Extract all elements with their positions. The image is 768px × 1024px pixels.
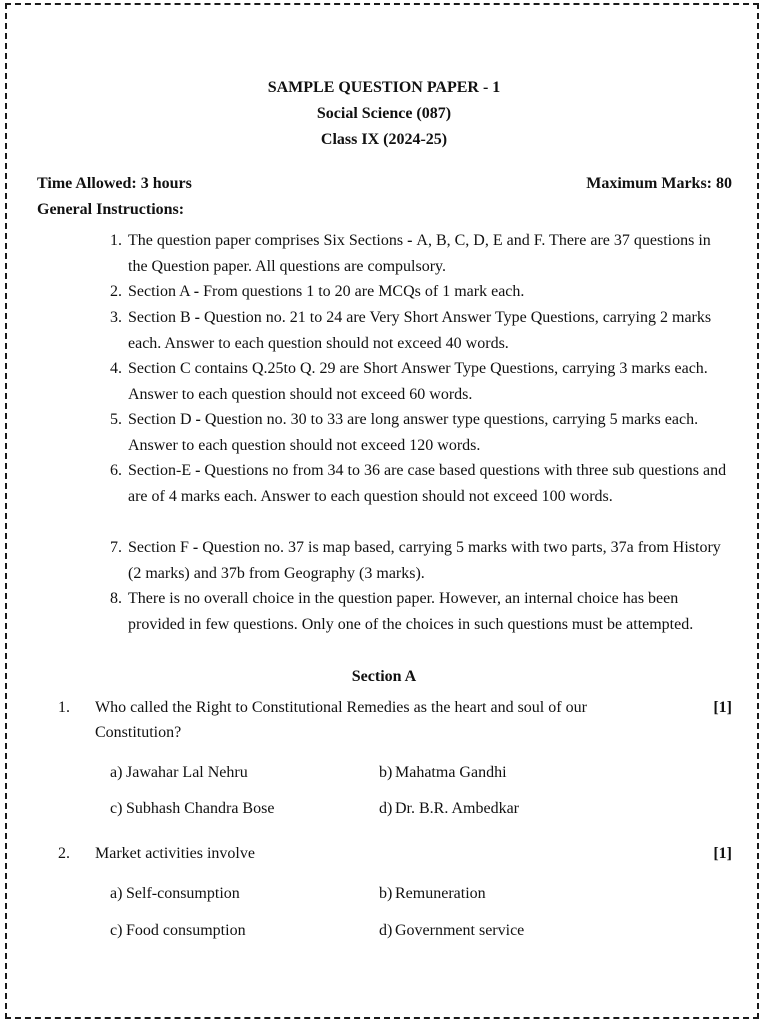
instruction-text: Section B bbox=[128, 309, 195, 326]
option-text: Subhash Chandra Bose bbox=[126, 800, 275, 817]
option-c bbox=[110, 800, 274, 818]
option-text: Remuneration bbox=[395, 885, 486, 902]
instruction-text: From questions 1 to 20 are MCQs of 1 mark each. bbox=[203, 283, 525, 300]
question-number: 2. bbox=[58, 845, 70, 862]
option-a bbox=[110, 764, 248, 782]
option-d bbox=[379, 922, 524, 940]
option-d bbox=[379, 800, 519, 818]
instruction-number: 2. bbox=[110, 283, 122, 300]
question-marks: [1] bbox=[713, 699, 732, 716]
instruction-dash: - bbox=[192, 539, 203, 556]
option-c bbox=[110, 922, 246, 940]
option-text: Jawahar Lal Nehru bbox=[126, 764, 248, 781]
subject-title: Social Science (087) bbox=[316, 105, 452, 122]
option-text: Dr. B.R. Ambedkar bbox=[395, 800, 519, 817]
question-number: 1. bbox=[58, 699, 70, 716]
time-allowed: Time Allowed: 3 hours bbox=[37, 175, 192, 192]
instruction-number: 4. bbox=[110, 360, 122, 377]
option-letter: b) bbox=[379, 885, 393, 902]
instruction-number: 3. bbox=[110, 309, 122, 326]
instruction-text: There is no overall choice in the question paper. However, an internal choice has been provided in few questions. Only one of the choices in such questions must be attempted. bbox=[128, 590, 694, 633]
option-letter: a) bbox=[110, 885, 123, 902]
instruction-text: Section C contains Q.25to Q. 29 are Short Answer Type Questions, carrying 3 marks each. Answer to each question should not exceed 60 words. bbox=[128, 360, 708, 403]
option-letter: a) bbox=[110, 764, 123, 781]
instruction-item bbox=[110, 356, 730, 407]
instruction-number: 7. bbox=[110, 539, 122, 556]
paper-title: SAMPLE QUESTION PAPER - 1 bbox=[267, 79, 501, 96]
instruction-item bbox=[110, 586, 730, 637]
instruction-text: Question no. 30 to 33 are long answer type questions, carrying 5 marks each. Answer to each question should not exceed 120 words. bbox=[128, 411, 699, 454]
instruction-item bbox=[110, 279, 730, 305]
instruction-item bbox=[110, 407, 730, 458]
option-b bbox=[379, 885, 486, 903]
option-text: Food consumption bbox=[126, 922, 246, 939]
instruction-text: The question paper comprises Six Sections bbox=[128, 232, 408, 249]
instruction-item bbox=[110, 228, 730, 279]
instruction-dash: - bbox=[407, 232, 417, 249]
instruction-dash: - bbox=[195, 462, 205, 479]
instruction-number: 8. bbox=[110, 590, 122, 607]
instruction-dash: - bbox=[194, 309, 204, 326]
option-letter: d) bbox=[379, 922, 393, 939]
instruction-text: Section-E bbox=[128, 462, 196, 479]
instruction-text: Section A bbox=[128, 283, 194, 300]
instruction-item bbox=[110, 535, 730, 586]
option-text: Government service bbox=[395, 922, 525, 939]
option-letter: c) bbox=[110, 922, 123, 939]
maximum-marks: Maximum Marks: 80 bbox=[586, 175, 732, 192]
page-border bbox=[5, 3, 759, 1019]
general-instructions-heading: General Instructions: bbox=[37, 201, 185, 218]
option-text: Self-consumption bbox=[126, 885, 240, 902]
question-text-continued: Constitution? bbox=[95, 724, 182, 741]
instruction-number: 1. bbox=[110, 232, 122, 249]
option-text: Mahatma Gandhi bbox=[395, 764, 507, 781]
instruction-dash: - bbox=[193, 283, 204, 300]
option-a bbox=[110, 885, 240, 903]
option-letter: d) bbox=[379, 800, 393, 817]
instruction-text: Section F bbox=[128, 539, 193, 556]
question-text: Who called the Right to Constitutional Remedies as the heart and soul of our bbox=[95, 699, 587, 716]
instruction-text: Question no. 21 to 24 are Very Short Answer Type Questions, carrying 2 marks each. Answer to each question should not exceed 40 words. bbox=[128, 309, 712, 352]
instruction-number: 6. bbox=[110, 462, 122, 479]
instruction-text: Section D bbox=[128, 411, 196, 428]
option-letter: b) bbox=[379, 764, 393, 781]
section-heading: Section A bbox=[351, 668, 417, 685]
option-b bbox=[379, 764, 507, 782]
question-marks: [1] bbox=[713, 845, 732, 862]
instruction-text: A, B, C, D, E and F. There are 37 questions in the Question paper. All questions are compulsory. bbox=[128, 232, 711, 275]
instruction-dash: - bbox=[195, 411, 205, 428]
instruction-item bbox=[110, 458, 730, 509]
question-text: Market activities involve bbox=[95, 845, 255, 862]
instruction-text: Question no. 37 is map based, carrying 5 marks with two parts, 37a from History (2 marks) and 37b from Geography (3 marks). bbox=[128, 539, 721, 582]
instruction-text: Questions no from 34 to 36 are case based questions with three sub questions and are of 4 marks each. Answer to each question should not exceed 100 words. bbox=[128, 462, 727, 505]
option-letter: c) bbox=[110, 800, 123, 817]
class-title: Class IX (2024-25) bbox=[320, 131, 448, 148]
instruction-number: 5. bbox=[110, 411, 122, 428]
instruction-item bbox=[110, 305, 730, 356]
